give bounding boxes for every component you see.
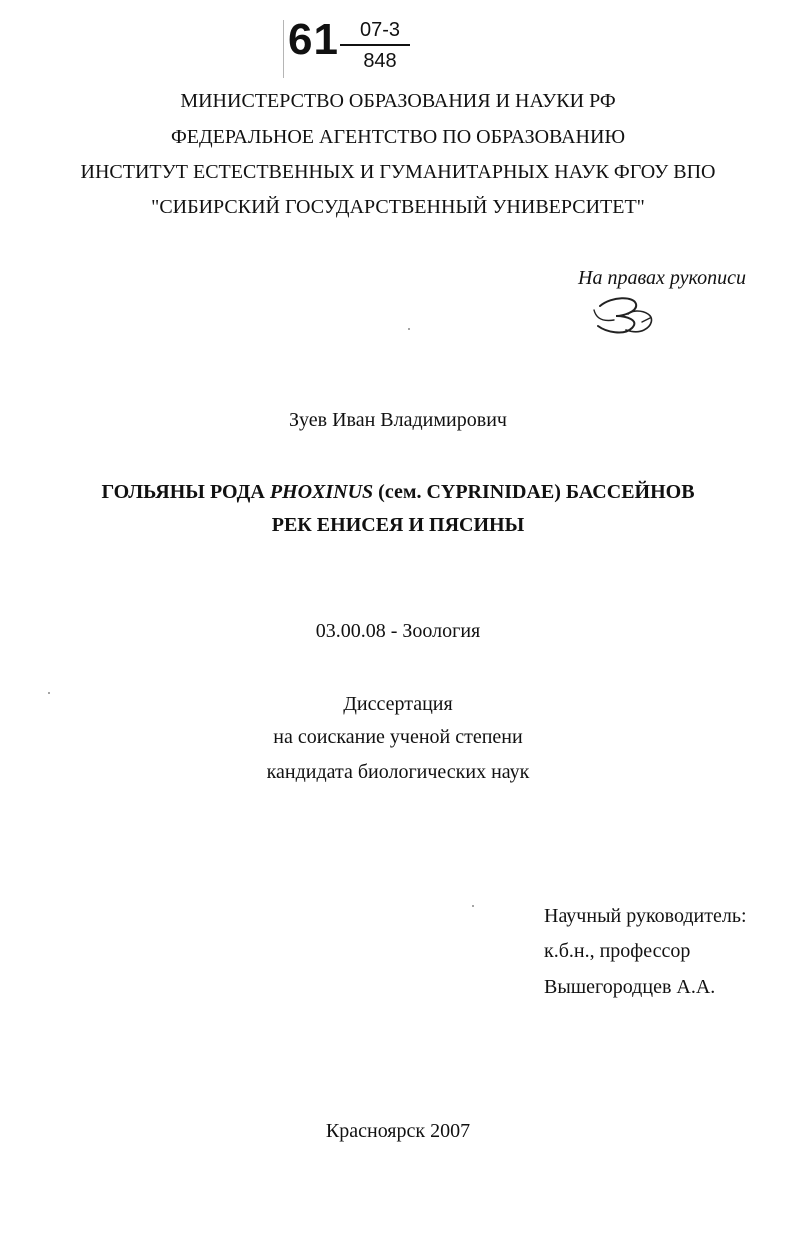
author-name: Зуев Иван Владимирович (289, 409, 507, 431)
title-genus: PHOXINUS (269, 481, 374, 503)
catalog-stamp-code: 61 (288, 15, 339, 64)
title-prefix: ГОЛЬЯНЫ РОДА (101, 481, 270, 503)
scan-speck (408, 328, 410, 330)
scan-speck (472, 905, 474, 907)
handwritten-signature-icon (592, 292, 662, 338)
title-suffix: (сем. CYPRINIDAE) БАССЕЙНОВ (373, 481, 695, 503)
header-institute: ИНСТИТУТ ЕСТЕСТВЕННЫХ И ГУМАНИТАРНЫХ НАУК ФГОУ ВПО (80, 161, 716, 183)
place-and-year: Красноярск 2007 (325, 1120, 471, 1142)
margin-mark (283, 20, 284, 78)
supervisor-name: Вышегородцев А.А. (544, 976, 716, 998)
header-university: "СИБИРСКИЙ ГОСУДАРСТВЕННЫЙ УНИВЕРСИТЕТ" (151, 196, 645, 218)
dissertation-title-line-1 (0, 480, 796, 504)
degree-line-2: на соискание ученой степени (273, 726, 523, 748)
header-agency: ФЕДЕРАЛЬНОЕ АГЕНТСТВО ПО ОБРАЗОВАНИЮ (170, 126, 625, 148)
catalog-stamp-fraction-line (340, 44, 410, 46)
specialty-code: 03.00.08 - Зоология (315, 620, 481, 642)
degree-line-3: кандидата биологических наук (266, 761, 530, 783)
supervisor-degree: к.б.н., профессор (544, 940, 691, 962)
degree-line-1: Диссертация (343, 693, 453, 715)
catalog-stamp-denominator: 848 (363, 50, 397, 72)
manuscript-rights-note: На правах рукописи (578, 267, 746, 289)
header-ministry: МИНИСТЕРСТВО ОБРАЗОВАНИЯ И НАУКИ РФ (180, 90, 616, 112)
catalog-stamp-numerator: 07-3 (359, 19, 401, 41)
supervisor-label: Научный руководитель: (544, 905, 747, 927)
dissertation-title-line-2: РЕК ЕНИСЕЯ И ПЯСИНЫ (271, 514, 525, 536)
